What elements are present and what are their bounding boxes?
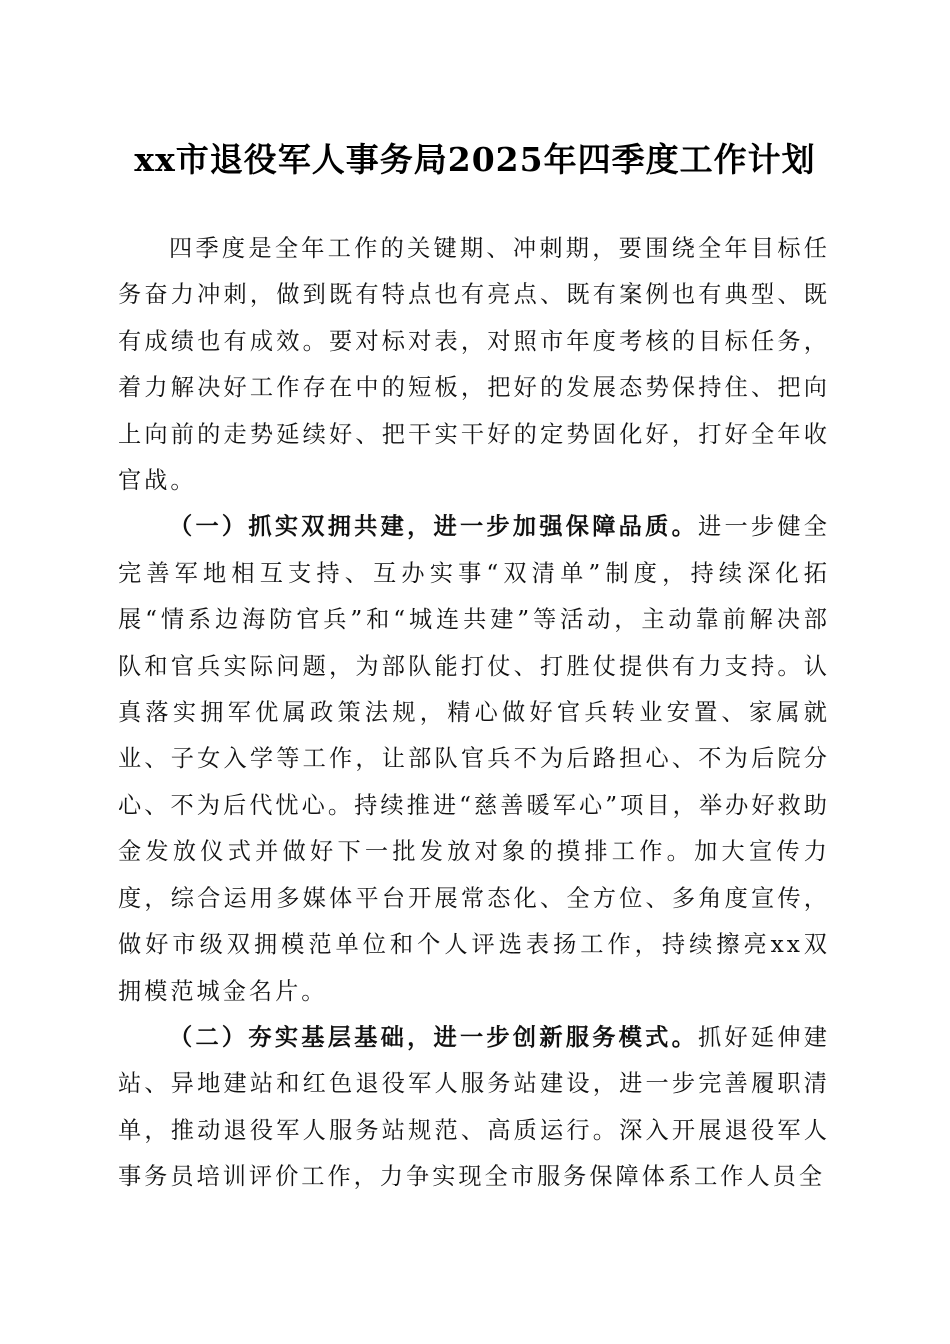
section-2-paragraph [118,1015,830,1201]
intro-paragraph: 四季度是全年工作的关键期、冲刺期，要围绕全年目标任务奋力冲刺，做到既有特点也有亮点、既有案例也有典型、既有成绩也有成效。要对标对表，对照市年度考核的目标任务，着力解决好工作存在中的短板，把好的发展态势保持住、把向上向前的走势延续好、把干实干好的定势固化好，打好全年收官战。 [118,235,830,495]
section-1-heading: （一）抓实双拥共建，进一步加强保障品质。 [169,513,699,541]
section-1-text: 进一步健全完善军地相互支持、互办实事“双清单”制度，持续深化拓展“情系边海防官兵”和“城连共建”等活动，主动靠前解决部队和官兵实际问题，为部队能打仗、打胜仗提供有力支持。认真落实拥军优属政策法规，精心做好官兵转业安置、家属就业、子女入学等工作，让部队官兵不为后路担心、不为后院分心、不为后代忧心。持续推进“慈善暖军心”项目，举办好救助金发放仪式并做好下一批发放对象的摸排工作。加大宣传力度，综合运用多媒体平台开展常态化、全方位、多角度宣传，做好市级双拥模范单位和个人评选表扬工作，持续擦亮xx双拥模范城金名片。 [118,513,830,1005]
section-2-heading: （二）夯实基层基础，进一步创新服务模式。 [169,1023,699,1051]
section-2-text: 抓好延伸建站、异地建站和红色退役军人服务站建设，进一步完善履职清单，推动退役军人服务站规范、高质运行。深入开展退役军人事务员培训评价工作，力争实现全市服务保障体系工作人员全 [118,1023,830,1191]
section-1-paragraph [118,504,830,1014]
document-body [118,226,830,1201]
document-title: xx市退役军人事务局2025年四季度工作计划 [134,140,816,179]
